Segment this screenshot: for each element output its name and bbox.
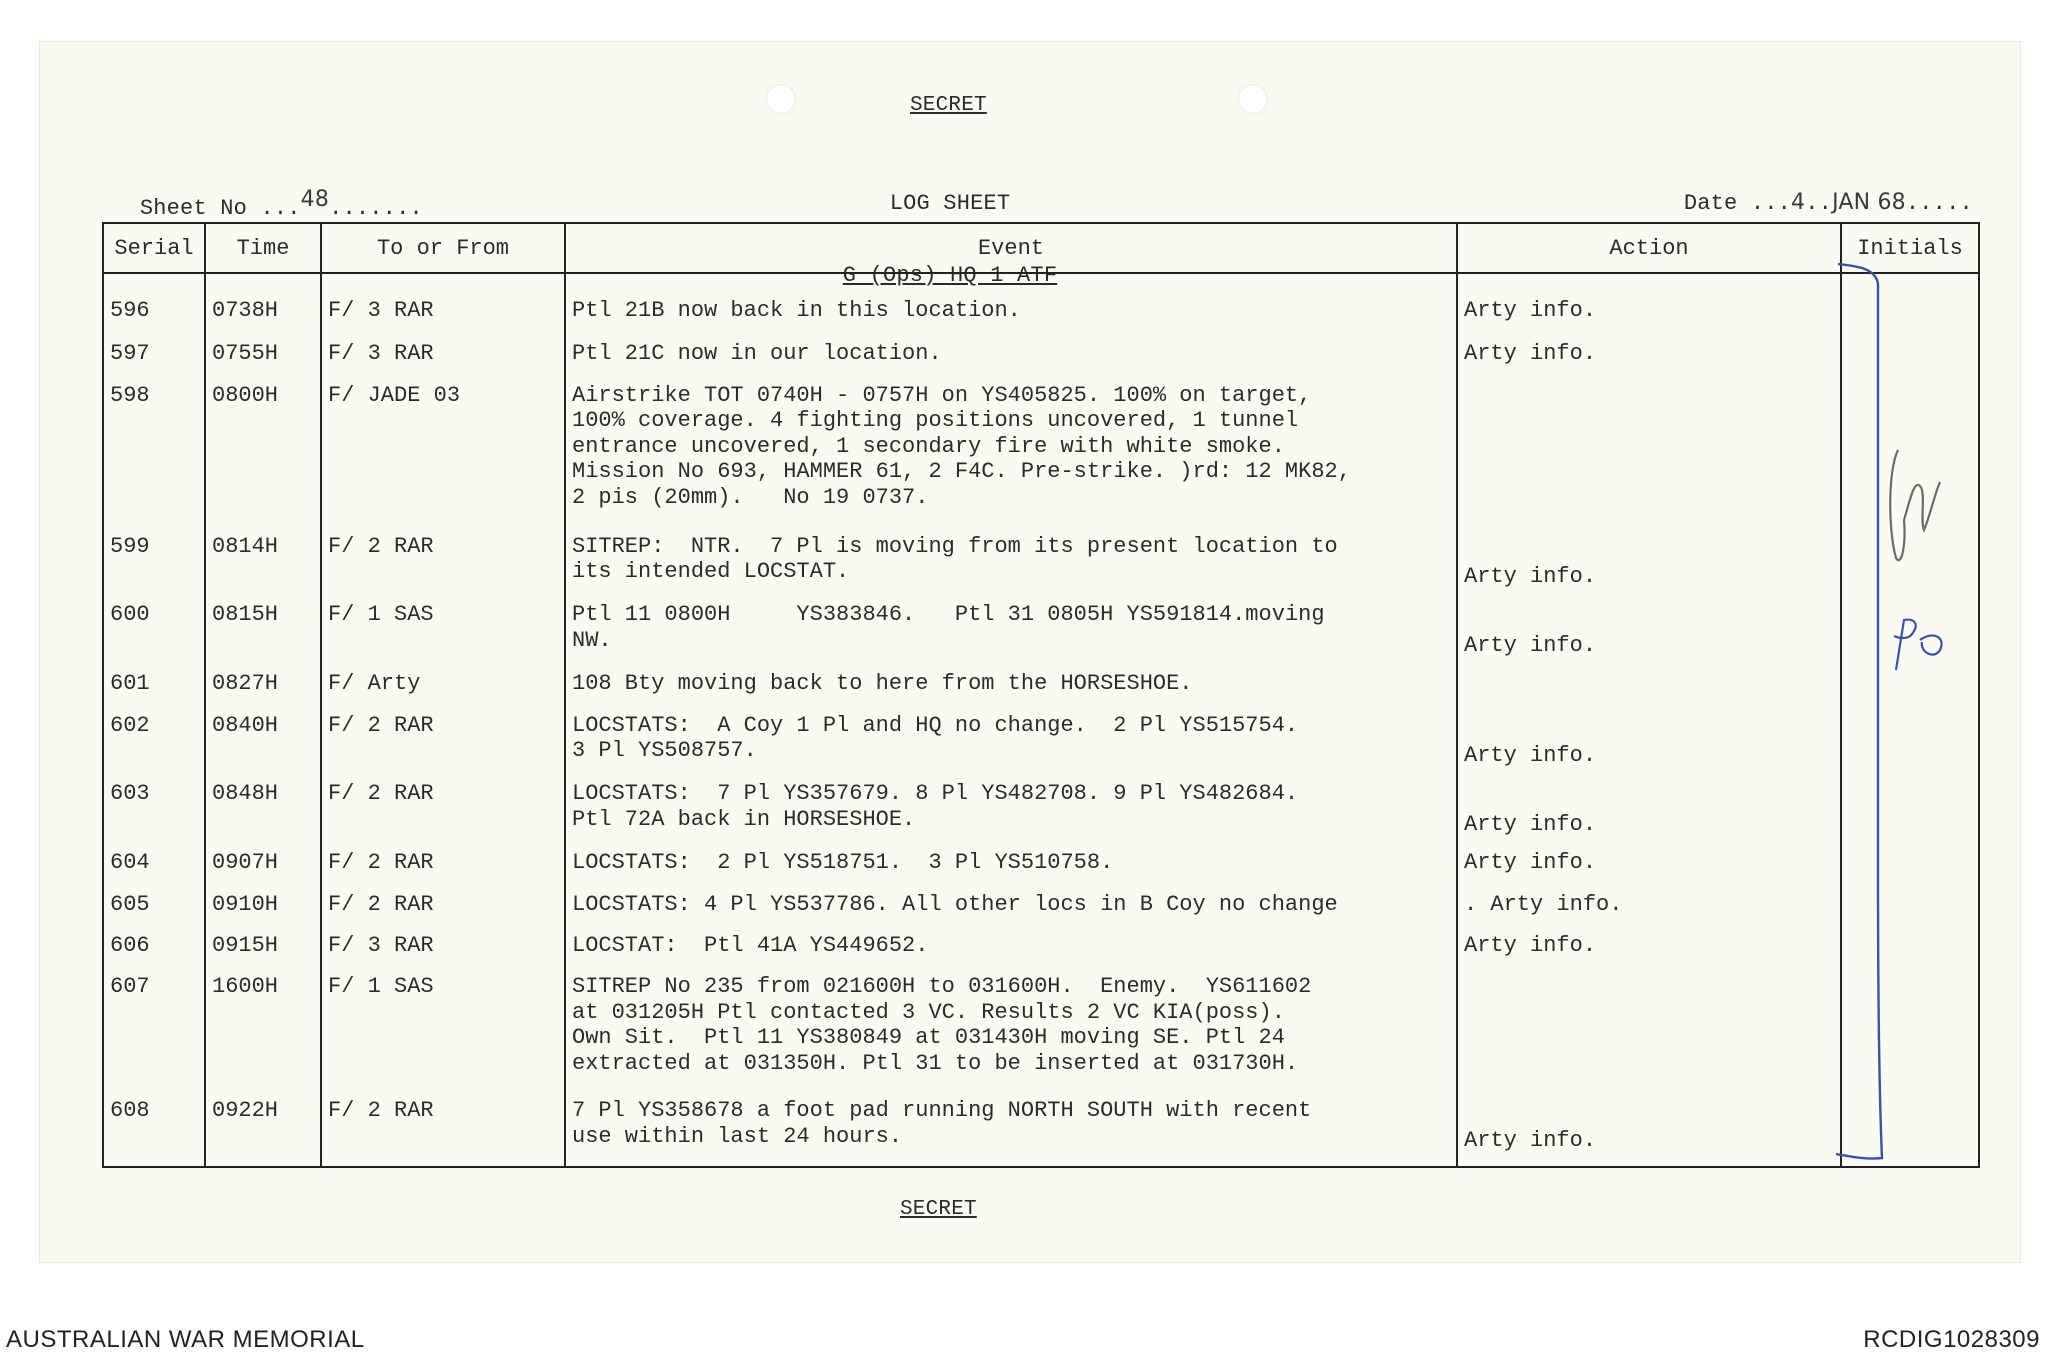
footer-record-id: RCDIG1028309 [1863, 1326, 2040, 1353]
log-subtitle: G (Ops) HQ 1 ATF [842, 263, 1058, 288]
sheet-number-value: 48 [300, 187, 330, 212]
event-cell: LOCSTATS: A Coy 1 Pl and HQ no change. 2 Pl YS515754. 3 Pl YS508757. [565, 712, 1457, 781]
event-cell: Ptl 21B now back in this location. [565, 273, 1457, 340]
bottom-secret-marking: SECRET [900, 1198, 977, 1221]
from-cell: F/ 2 RAR [321, 780, 565, 849]
event-cell: 108 Bty moving back to here from the HORSESHOE. [565, 670, 1457, 711]
log-table-header [103, 223, 1979, 273]
initials-blue-mark [1890, 612, 1950, 676]
from-cell: F/ 1 SAS [321, 601, 565, 670]
log-row-empty [103, 1166, 1979, 1167]
from-cell: F/ 3 RAR [321, 273, 565, 340]
column-time: Time [205, 223, 321, 273]
date-month-year: JAN 68 [1832, 190, 1906, 215]
initials-cell [1841, 340, 1979, 381]
time-cell: 0800H [205, 382, 321, 533]
action-cell: Arty info. [1457, 273, 1841, 340]
serial-cell: 606 [103, 932, 205, 973]
event-cell: LOCSTATS: 4 Pl YS537786. All other locs in B Coy no change [565, 891, 1457, 932]
log-row-607 [103, 973, 1979, 1097]
log-row-606 [103, 932, 1979, 973]
from-cell: F/ 3 RAR [321, 340, 565, 381]
from-cell: F/ 2 RAR [321, 849, 565, 890]
from-cell: F/ 3 RAR [321, 932, 565, 973]
column-to-or-from: To or From [321, 223, 565, 273]
log-row-600 [103, 601, 1979, 670]
time-cell: 0907H [205, 849, 321, 890]
initials-cell [1841, 1097, 1979, 1166]
log-row-601 [103, 670, 1979, 711]
initials-cell [1841, 670, 1979, 711]
column-event: Event [565, 223, 1457, 273]
from-cell: F/ JADE 03 [321, 382, 565, 533]
pencil-initials-mark [1890, 450, 1940, 560]
time-cell: 0738H [205, 273, 321, 340]
log-row-602 [103, 712, 1979, 781]
date-field: Date ...4..JAN 68..... [1683, 190, 1973, 216]
action-cell [1457, 973, 1841, 1097]
serial-cell: 598 [103, 382, 205, 533]
serial-cell: 604 [103, 849, 205, 890]
action-cell: Arty info. [1457, 1097, 1841, 1166]
serial-cell: 597 [103, 340, 205, 381]
event-cell: LOCSTATS: 7 Pl YS357679. 8 Pl YS482708. 9 Pl YS482684. Ptl 72A back in HORSESHOE. [565, 780, 1457, 849]
time-cell: 0840H [205, 712, 321, 781]
initials-cell [1841, 780, 1979, 849]
event-cell: LOCSTAT: Ptl 41A YS449652. [565, 932, 1457, 973]
date-day: 4 [1791, 190, 1806, 215]
action-cell [1457, 382, 1841, 533]
action-cell: Arty info. [1457, 780, 1841, 849]
initials-cell [1841, 712, 1979, 781]
pen-initials-mark [1894, 620, 1942, 670]
time-cell: 0848H [205, 780, 321, 849]
log-row-605 [103, 891, 1979, 932]
action-cell: Arty info. [1457, 712, 1841, 781]
time-cell: 0814H [205, 533, 321, 602]
from-cell: F/ 2 RAR [321, 712, 565, 781]
column-initials: Initials [1841, 223, 1979, 273]
log-row-608 [103, 1097, 1979, 1166]
time-cell: 1600H [205, 973, 321, 1097]
from-cell: F/ 1 SAS [321, 973, 565, 1097]
event-cell: Ptl 11 0800H YS383846. Ptl 31 0805H YS591814.moving NW. [565, 601, 1457, 670]
log-row-596 [103, 273, 1979, 340]
time-cell: 0827H [205, 670, 321, 711]
log-row-597 [103, 340, 1979, 381]
action-cell: . Arty info. [1457, 891, 1841, 932]
log-title: LOG SHEET [889, 191, 1011, 216]
action-cell: Arty info. [1457, 340, 1841, 381]
time-cell: 0755H [205, 340, 321, 381]
initials-cell [1841, 849, 1979, 890]
time-cell: 0910H [205, 891, 321, 932]
serial-cell: 607 [103, 973, 205, 1097]
serial-cell: 608 [103, 1097, 205, 1166]
action-cell [1457, 670, 1841, 711]
from-cell: F/ 2 RAR [321, 891, 565, 932]
column-action: Action [1457, 223, 1841, 273]
initials-cell [1841, 932, 1979, 973]
event-cell: LOCSTATS: 2 Pl YS518751. 3 Pl YS510758. [565, 849, 1457, 890]
top-secret-marking: SECRET [910, 94, 987, 117]
from-cell: F/ Arty [321, 670, 565, 711]
initials-cell [1841, 891, 1979, 932]
action-cell: Arty info. [1457, 601, 1841, 670]
column-serial: Serial [103, 223, 205, 273]
action-cell: Arty info. [1457, 533, 1841, 602]
log-row-604 [103, 849, 1979, 890]
time-cell: 0815H [205, 601, 321, 670]
log-table [102, 222, 1980, 1168]
event-cell: Ptl 21C now in our location. [565, 340, 1457, 381]
log-row-599 [103, 533, 1979, 602]
event-cell: SITREP: NTR. 7 Pl is moving from its present location to its intended LOCSTAT. [565, 533, 1457, 602]
serial-cell: 600 [103, 601, 205, 670]
footer-archive-credit: AUSTRALIAN WAR MEMORIAL [6, 1326, 365, 1353]
time-cell: 0915H [205, 932, 321, 973]
date-label: Date [1683, 191, 1751, 216]
event-cell: 7 Pl YS358678 a foot pad running NORTH SOUTH with recent use within last 24 hours. [565, 1097, 1457, 1166]
initials-cell [1841, 273, 1979, 340]
serial-cell: 601 [103, 670, 205, 711]
action-cell: Arty info. [1457, 932, 1841, 973]
serial-cell: 603 [103, 780, 205, 849]
initials-cell [1841, 973, 1979, 1097]
serial-cell: 605 [103, 891, 205, 932]
time-cell: 0922H [205, 1097, 321, 1166]
serial-cell: 599 [103, 533, 205, 602]
initials-signature [1880, 430, 1950, 580]
log-row-603 [103, 780, 1979, 849]
punch-hole-right [1238, 84, 1268, 114]
serial-cell: 596 [103, 273, 205, 340]
event-cell: Airstrike TOT 0740H - 0757H on YS405825. 100% on target, 100% coverage. 4 fighting positions uncovered, 1 tunnel entrance uncovered, 1 secondary fire with white smoke. Mission No 693, HAMMER 61, 2 F4C. Pre-strike. )rd: 12 MK82, 2 pis (20mm). No 19 0737. [565, 382, 1457, 533]
serial-cell: 602 [103, 712, 205, 781]
from-cell: F/ 2 RAR [321, 533, 565, 602]
punch-hole-left [766, 84, 796, 114]
sheet-number-field: Sheet No ...48....... [139, 187, 423, 221]
sheet-number-label: Sheet No [139, 196, 261, 221]
log-row-598 [103, 382, 1979, 533]
from-cell: F/ 2 RAR [321, 1097, 565, 1166]
action-cell: Arty info. [1457, 849, 1841, 890]
event-cell: SITREP No 235 from 021600H to 031600H. Enemy. YS611602 at 031205H Ptl contacted 3 VC. Results 2 VC KIA(poss). Own Sit. Ptl 11 YS380849 at 031430H moving SE. Ptl 24 extracted at 031350H. Ptl 31 to be inserted at 031730H. [565, 973, 1457, 1097]
